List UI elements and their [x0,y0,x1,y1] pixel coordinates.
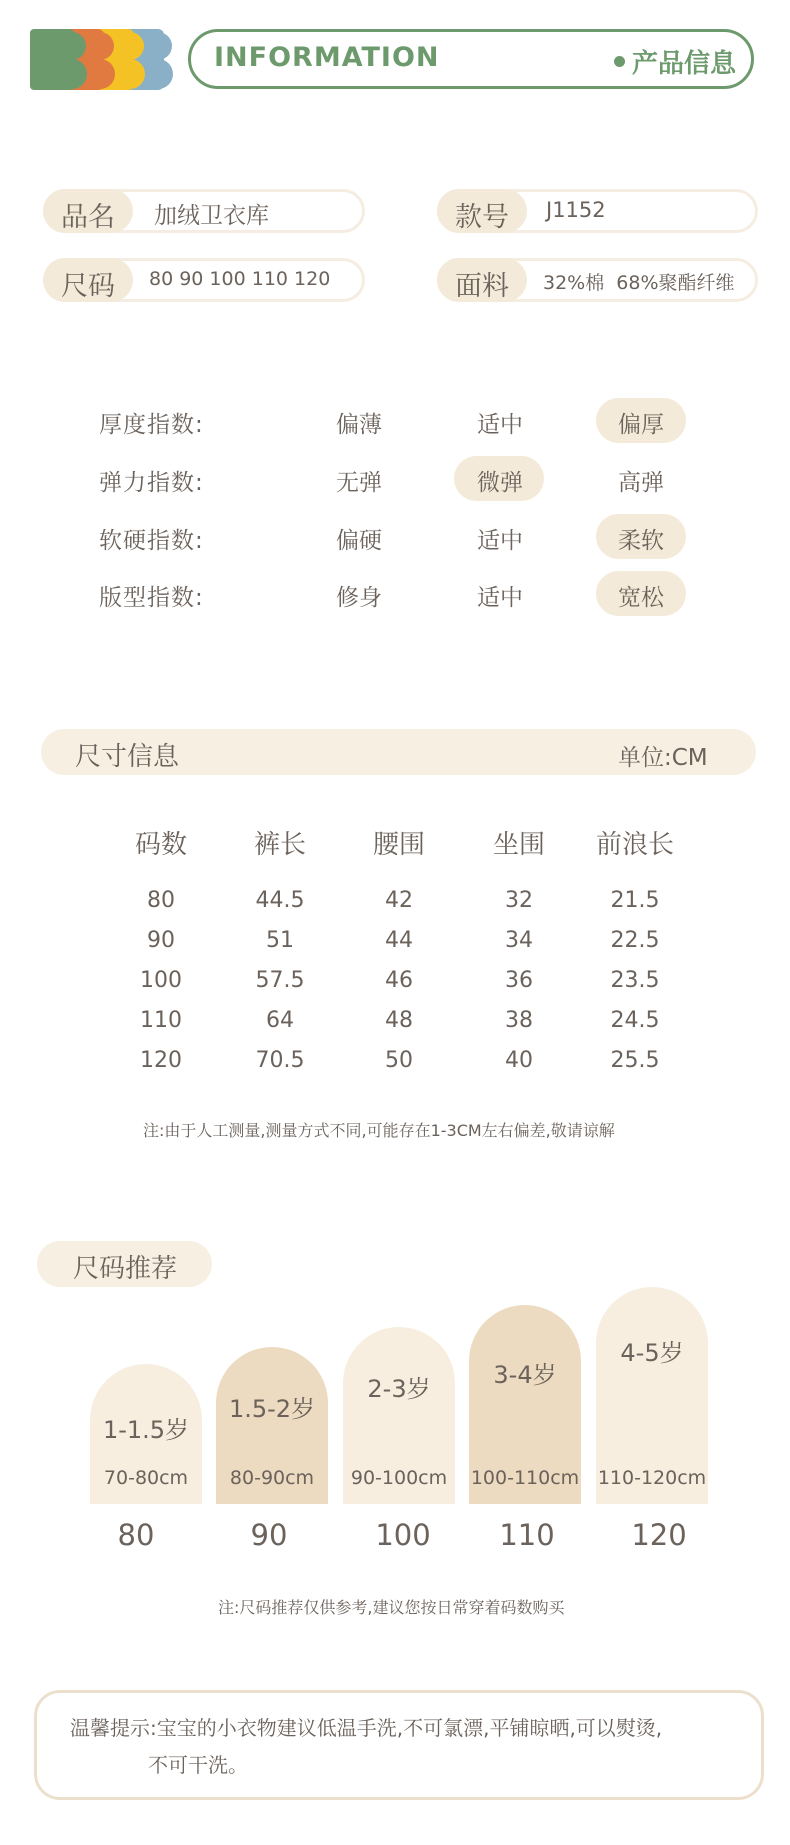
size-card-age: 1.5-2岁 [228,1395,316,1423]
table-cell: 100 [140,968,182,993]
table-cell: 32 [505,888,533,913]
index-label-fit: 版型指数: [99,585,204,611]
size-card-age: 3-4岁 [493,1361,557,1389]
table-cell: 80 [147,888,175,913]
size-card-age: 4-5岁 [620,1339,684,1367]
table-cell: 24.5 [610,1008,660,1033]
index-option-selected: 微弹 [477,470,523,496]
recommend-title: 尺码推荐 [73,1254,178,1284]
spec-name-value: 加绒卫衣库 [154,203,269,229]
table-cell: 46 [385,968,413,993]
care-tip-line1: 温馨提示:宝宝的小衣物建议低温手洗,不可氯漂,平铺晾晒,可以熨烫, [70,1716,663,1740]
spec-size-value: 80 90 100 110 120 [149,268,331,290]
index-option: 适中 [477,528,523,554]
table-cell: 44.5 [255,888,305,913]
index-label-elasticity: 弹力指数: [99,470,204,496]
table-cell: 38 [505,1008,533,1033]
table-cell: 110 [140,1008,182,1033]
size-card-age: 2-3岁 [367,1375,431,1403]
index-option: 高弹 [618,470,664,496]
size-card-height: 80-90cm [229,1467,315,1489]
index-option: 偏硬 [336,528,382,554]
care-tip-line2: 不可干洗。 [148,1753,248,1777]
size-info-note: 注:由于人工测量,测量方式不同,可能存在1-3CM左右偏差,敬请谅解 [143,1121,615,1140]
size-card-size: 80 [117,1518,155,1552]
spec-name-label: 品名 [61,202,115,233]
spec-fabric-label: 面料 [455,271,509,302]
size-card-height: 110-120cm [597,1467,707,1489]
index-option-selected: 偏厚 [618,412,664,438]
info-title-cn: 产品信息 [632,49,737,79]
size-card-size: 110 [499,1518,555,1552]
table-cell: 25.5 [610,1048,660,1073]
spec-style-label: 款号 [455,202,509,233]
spec-size-label: 尺码 [61,271,115,302]
size-card-size: 100 [375,1518,431,1552]
size-info-title: 尺寸信息 [75,742,180,772]
size-card-size: 90 [250,1518,288,1552]
index-label-thickness: 厚度指数: [99,412,204,438]
table-header: 腰围 [372,830,425,860]
index-label-softness: 软硬指数: [99,528,204,554]
info-title: INFORMATION [214,42,440,73]
table-cell: 50 [385,1048,413,1073]
table-cell: 120 [140,1048,182,1073]
table-cell: 40 [505,1048,533,1073]
table-cell: 48 [385,1008,413,1033]
index-option: 适中 [477,412,523,438]
dot-icon [614,56,625,67]
table-cell: 90 [147,928,175,953]
table-cell: 23.5 [610,968,660,993]
size-card-size: 120 [631,1518,687,1552]
spec-style-value: J1152 [546,198,606,222]
table-cell: 44 [385,928,413,953]
index-option: 适中 [477,585,523,611]
table-header: 坐围 [492,830,545,860]
spec-fabric-value: 32%棉 68%聚酯纤维 [543,272,735,294]
table-cell: 36 [505,968,533,993]
index-option: 偏薄 [336,412,382,438]
table-cell: 42 [385,888,413,913]
brand-logo [30,29,178,90]
size-card-height: 90-100cm [350,1467,448,1489]
size-info-unit: 单位:CM [618,745,708,771]
table-cell: 21.5 [610,888,660,913]
index-option: 无弹 [336,470,382,496]
table-cell: 70.5 [255,1048,305,1073]
table-cell: 51 [266,928,294,953]
size-card-height: 70-80cm [103,1467,189,1489]
table-cell: 34 [505,928,533,953]
size-card-age: 1-1.5岁 [102,1416,190,1444]
index-option-selected: 宽松 [618,585,664,611]
recommend-note: 注:尺码推荐仅供参考,建议您按日常穿着码数购买 [218,1598,565,1617]
size-card-height: 100-110cm [470,1467,580,1489]
index-option: 修身 [336,585,382,611]
table-cell: 64 [266,1008,294,1033]
table-cell: 57.5 [255,968,305,993]
index-option-selected: 柔软 [618,528,664,554]
table-header: 码数 [134,830,187,860]
table-cell: 22.5 [610,928,660,953]
table-header: 前浪长 [595,830,674,860]
table-header: 裤长 [253,830,306,860]
